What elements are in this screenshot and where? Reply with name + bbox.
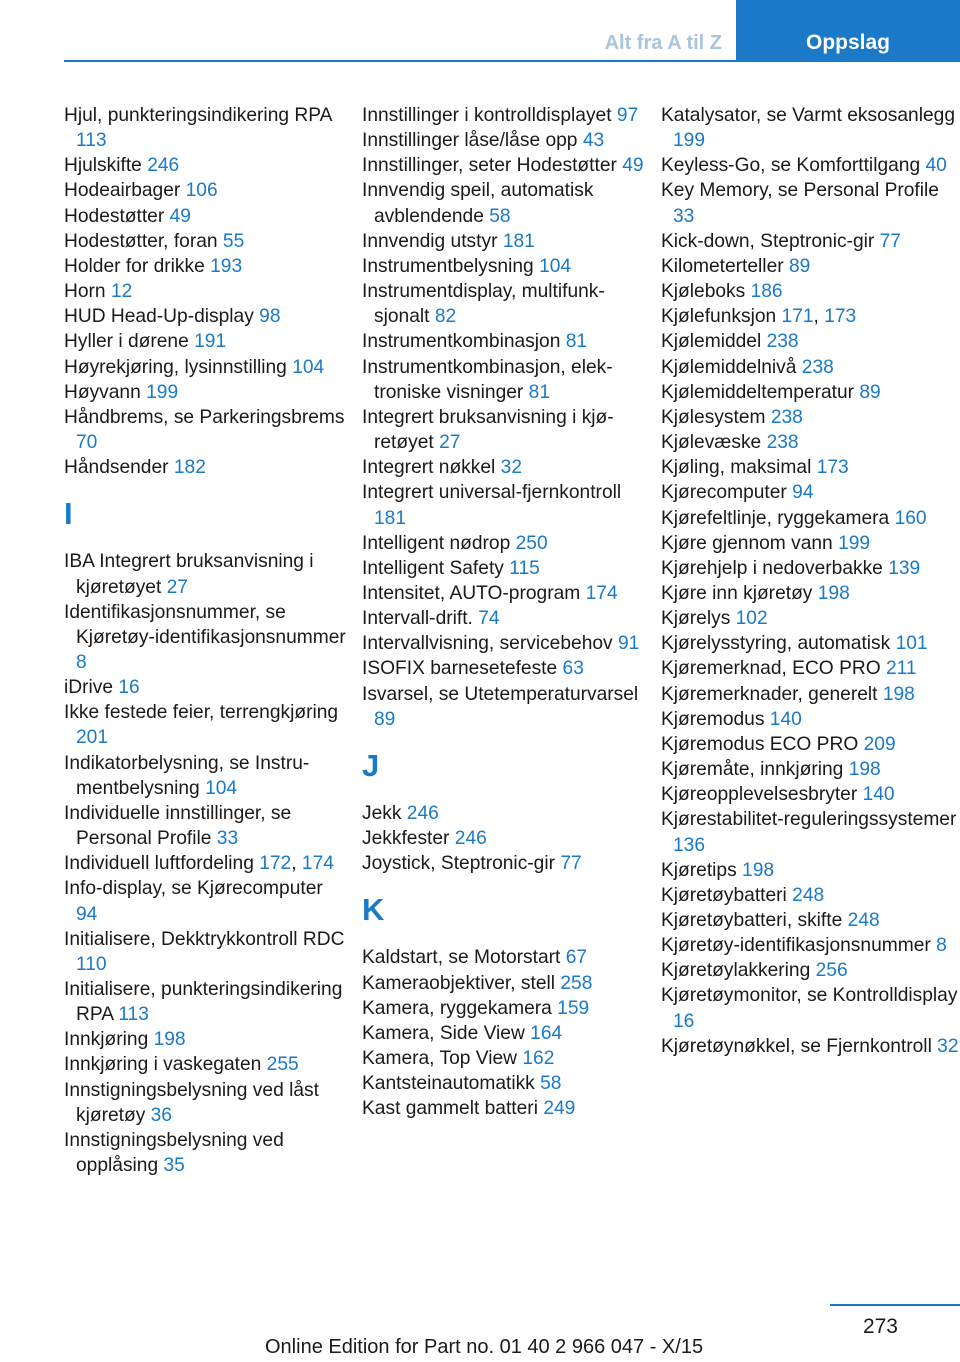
- index-term: Innstigningsbelysning ved opplåsing: [64, 1129, 284, 1177]
- index-term: Individuell luftfordeling: [64, 853, 254, 875]
- index-letter-heading: I: [64, 496, 73, 532]
- page-reference-link[interactable]: 199: [673, 130, 706, 152]
- index-term: Kjøretøybatteri, skifte: [661, 910, 843, 931]
- index-entry: [64, 380, 349, 405]
- index-entry: [661, 983, 959, 1033]
- index-entry: [362, 851, 647, 876]
- index-entry: [661, 1034, 959, 1059]
- page-reference-link[interactable]: 55: [222, 230, 245, 252]
- page-reference-link[interactable]: 159: [557, 997, 590, 1019]
- index-entry: [661, 430, 959, 455]
- index-entry: [64, 876, 349, 926]
- index-entry: [661, 279, 959, 304]
- index-entry: [661, 682, 959, 707]
- index-entry: [64, 229, 349, 254]
- page-reference-link[interactable]: 238: [770, 406, 803, 428]
- index-term: Innvendig utstyr: [362, 230, 498, 252]
- index-entry: [661, 958, 959, 983]
- page-reference-link[interactable]: 248: [847, 910, 880, 931]
- page-reference-link[interactable]: 8: [76, 651, 87, 673]
- index-entry: [362, 631, 647, 656]
- index-term: Håndsender: [64, 457, 169, 479]
- index-letter-heading: J: [362, 747, 380, 783]
- page-reference-link[interactable]: 198: [742, 859, 775, 881]
- index-term: Instrumentdisplay, multifunksjonalt: [362, 281, 605, 328]
- index-entry: [661, 606, 959, 631]
- index-entry: [64, 700, 349, 750]
- index-term: Kamera, Top View: [362, 1048, 518, 1069]
- index-term: Isvarsel, se Utetemperaturvarsel: [362, 683, 639, 705]
- index-entry: [64, 1128, 349, 1178]
- page-reference-link[interactable]: 211: [886, 658, 917, 680]
- page-reference-link[interactable]: 102: [735, 608, 768, 630]
- index-entry: [362, 128, 647, 153]
- page-reference-link[interactable]: 238: [766, 432, 799, 454]
- index-entry: [64, 304, 349, 329]
- page-reference-link[interactable]: 77: [879, 230, 901, 252]
- index-entry: [362, 826, 647, 851]
- index-term: Kjøremerknad, ECO PRO: [661, 658, 881, 680]
- index-entry: [661, 858, 959, 883]
- index-term: Kaldstart, se Motorstart: [362, 947, 561, 969]
- page-reference-link[interactable]: 238: [801, 356, 834, 378]
- index-entry: [661, 531, 959, 556]
- page-reference-link[interactable]: 16: [118, 677, 140, 699]
- index-term: Intelligent nødrop: [362, 532, 511, 554]
- page-reference-link[interactable]: 246: [406, 802, 439, 824]
- index-term: Kjøremerknader, generelt: [661, 683, 878, 705]
- page-reference-link[interactable]: 32: [500, 457, 522, 479]
- index-term: Intervallvisning, servicebehov: [362, 633, 613, 655]
- index-term: Integrert bruksanvisning i kjøretøyet: [362, 406, 614, 454]
- index-entry: [661, 329, 959, 354]
- page-reference-link[interactable]: 97: [616, 105, 639, 126]
- index-entry: [362, 153, 647, 178]
- index-term: Kjøretøymonitor, se Kontrolldisplay: [661, 985, 958, 1007]
- index-term: Kjøretøynøkkel, se Fjernkontroll: [661, 1035, 932, 1057]
- index-entry: [64, 329, 349, 354]
- index-term: Kjøleboks: [661, 281, 746, 303]
- page-reference-link[interactable]: 186: [750, 281, 783, 303]
- index-entry: [362, 329, 647, 354]
- index-term: Kjølemiddeltemperatur: [661, 381, 855, 403]
- index-term: Kjøreopplevelsesbryter: [661, 784, 858, 806]
- index-entry: [64, 801, 349, 851]
- index-term: Kamera, Side View: [362, 1022, 525, 1044]
- index-entry: [362, 971, 647, 996]
- page-reference-link[interactable]: 67: [565, 947, 588, 969]
- index-entry: [362, 581, 647, 606]
- index-term: Kjørecomputer: [661, 482, 787, 504]
- index-term: Høyvann: [64, 381, 141, 403]
- index-entry: [661, 178, 959, 228]
- index-term: Kjølefunksjon: [661, 306, 777, 328]
- page-reference-link[interactable]: 198: [817, 582, 850, 604]
- page-reference-link[interactable]: 27: [166, 576, 188, 598]
- page-reference-link[interactable]: 16: [673, 1010, 695, 1032]
- index-entry: [64, 455, 349, 480]
- index-term: IBA Integrert bruksanvisning i kjøretøyet: [64, 551, 314, 598]
- index-entry: [661, 581, 959, 606]
- index-column-1: [64, 103, 349, 1178]
- index-term: Kjøling, maksimal: [661, 457, 812, 479]
- index-term: Info-display, se Kjørecomputer: [64, 878, 323, 900]
- index-term: Kantsteinautomatikk: [362, 1073, 535, 1095]
- page-reference-link[interactable]: 172: [259, 853, 292, 875]
- index-entry: [64, 1052, 349, 1077]
- index-term: Innkjøring i vaskegaten: [64, 1054, 262, 1076]
- index-entry: [661, 103, 959, 153]
- index-entry: [661, 153, 959, 178]
- page-reference-link[interactable]: 113: [76, 130, 107, 152]
- page-reference-link[interactable]: 104: [539, 255, 572, 277]
- index-entry: [64, 927, 349, 977]
- page-reference-link[interactable]: 32: [937, 1035, 959, 1057]
- index-term: Innkjøring: [64, 1029, 149, 1051]
- index-entry: [661, 707, 959, 732]
- page-reference-link[interactable]: 198: [153, 1029, 186, 1051]
- index-entry: [64, 405, 349, 455]
- index-term: Høyrekjøring, lysinnstilling: [64, 356, 287, 378]
- index-term: Kjølemiddelnivå: [661, 356, 797, 378]
- index-term: Kjørelys: [661, 608, 731, 630]
- page-reference-link[interactable]: 199: [838, 532, 871, 554]
- index-column-3: [661, 103, 959, 1059]
- index-entry: [661, 757, 959, 782]
- index-entry: [64, 103, 349, 153]
- index-term: Hyller i dørene: [64, 331, 189, 353]
- index-term: Kick-down, Steptronic-gir: [661, 230, 875, 252]
- index-term: Innstillinger i kontrolldisplayet: [362, 105, 612, 126]
- index-term: Kjørefeltlinje, ryggekamera: [661, 507, 890, 529]
- index-entry: [362, 405, 647, 455]
- index-entry: [362, 1096, 647, 1121]
- index-entry: [362, 355, 647, 405]
- page-reference-link[interactable]: 182: [173, 457, 206, 479]
- page-reference-link[interactable]: 115: [509, 557, 540, 579]
- chapter-tab: Oppslag: [736, 0, 960, 62]
- index-term: iDrive: [64, 677, 114, 699]
- index-term: Hodestøtter, foran: [64, 230, 218, 252]
- page-reference-link[interactable]: 174: [301, 853, 334, 875]
- page-reference-link[interactable]: 201: [76, 727, 109, 749]
- index-entry: [362, 682, 647, 732]
- index-entry: [661, 656, 959, 681]
- index-term: Ikke festede feier, terrengkjøring: [64, 702, 339, 724]
- page-reference-link[interactable]: 82: [434, 306, 457, 328]
- page-reference-link[interactable]: 171: [781, 306, 814, 328]
- page-reference-link[interactable]: 248: [792, 884, 825, 906]
- page-reference-link[interactable]: 113: [118, 1004, 149, 1026]
- index-entry: [661, 732, 959, 757]
- index-entry: [661, 254, 959, 279]
- index-entry: [661, 229, 959, 254]
- page-reference-link[interactable]: 8: [936, 935, 947, 957]
- page-reference-link[interactable]: 77: [560, 853, 582, 875]
- index-entry: [64, 977, 349, 1027]
- page-reference-link[interactable]: 199: [146, 381, 179, 403]
- page-reference-link[interactable]: 193: [210, 255, 243, 277]
- page-reference-link[interactable]: 58: [489, 205, 511, 227]
- index-term: Kjøretøy-identifikasjonsnummer: [661, 935, 931, 957]
- page-reference-link[interactable]: 249: [543, 1098, 576, 1120]
- index-term: Kameraobjektiver, stell: [362, 972, 556, 994]
- index-entry: [362, 1046, 647, 1071]
- index-entry: [661, 933, 959, 958]
- index-entry: [64, 549, 349, 599]
- page-reference-link[interactable]: 104: [205, 777, 238, 799]
- page-reference-link[interactable]: 255: [266, 1054, 299, 1076]
- index-entry: [64, 751, 349, 801]
- index-entry: Kjølefunksjon 171, 173: [661, 306, 857, 328]
- index-entry: [64, 675, 349, 700]
- page-reference-link[interactable]: 81: [565, 331, 588, 353]
- edition-footer: Online Edition for Part no. 01 40 2 966 047 - X/15: [265, 1336, 704, 1358]
- page-reference-link[interactable]: 256: [815, 960, 848, 982]
- index-term: Kjøretips: [661, 859, 737, 881]
- index-term: Katalysator, se Varmt eksosanlegg: [661, 105, 956, 126]
- page-reference-link[interactable]: 246: [147, 155, 180, 177]
- index-entry: [661, 480, 959, 505]
- index-term: Kjølevæske: [661, 432, 762, 454]
- index-term: Key Memory, se Personal Profile: [661, 180, 939, 202]
- index-entry: [64, 600, 349, 675]
- page-reference-link[interactable]: 162: [522, 1048, 555, 1069]
- index-entry: [362, 455, 647, 480]
- index-entry: [661, 556, 959, 581]
- page-reference-link[interactable]: 12: [110, 281, 133, 303]
- index-entry: [64, 254, 349, 279]
- index-term: Hodeairbager: [64, 180, 181, 202]
- index-term: Intensitet, AUTO-program: [362, 582, 581, 604]
- index-entry: [362, 178, 647, 228]
- index-term: Integrert nøkkel: [362, 457, 496, 479]
- index-term: Kjølesystem: [661, 406, 766, 428]
- index-term: Kjøre gjennom vann: [661, 532, 833, 554]
- page-reference-link[interactable]: 74: [478, 608, 500, 630]
- page-reference-link[interactable]: 89: [788, 255, 811, 277]
- index-entry: [362, 656, 647, 681]
- page-reference-link[interactable]: 89: [374, 708, 396, 730]
- index-term: Jekkfester: [362, 828, 450, 850]
- index-entry: [362, 254, 647, 279]
- index-entry: [362, 606, 647, 631]
- page-reference-link[interactable]: 250: [515, 532, 548, 554]
- index-entry: [64, 1027, 349, 1052]
- header-rule: [64, 60, 960, 62]
- index-entry: [661, 506, 959, 531]
- index-term: Hodestøtter: [64, 205, 165, 227]
- index-entry: [362, 229, 647, 254]
- index-entry: [661, 782, 959, 807]
- page-reference-link[interactable]: 181: [502, 230, 535, 252]
- index-term: Holder for drikke: [64, 255, 205, 277]
- index-term: Kamera, ryggekamera: [362, 997, 552, 1019]
- page-reference-link[interactable]: 101: [895, 633, 928, 655]
- index-entry: [661, 807, 959, 857]
- page-reference-link[interactable]: 27: [439, 432, 461, 454]
- page-reference-link[interactable]: 258: [560, 972, 593, 994]
- index-letter-heading: K: [362, 892, 385, 928]
- index-entry: [64, 178, 349, 203]
- page-reference-link[interactable]: 173: [816, 457, 849, 479]
- index-entry: [661, 883, 959, 908]
- index-term: Kjøremodus ECO PRO: [661, 733, 859, 755]
- index-entry: [362, 556, 647, 581]
- index-entry: [362, 1071, 647, 1096]
- index-entry: [362, 531, 647, 556]
- index-entry: [362, 996, 647, 1021]
- index-term: Kjøremodus: [661, 708, 765, 730]
- index-term: Hjul, punkteringsindikering RPA: [64, 105, 332, 126]
- page-reference-link[interactable]: 106: [185, 180, 218, 202]
- section-label: Alt fra A til Z: [604, 32, 722, 54]
- index-term: Kjørelysstyring, automatisk: [661, 633, 891, 655]
- page-reference-link[interactable]: 49: [169, 205, 191, 227]
- page-reference-link[interactable]: 209: [863, 733, 896, 755]
- page-reference-link[interactable]: 98: [259, 306, 281, 328]
- page-reference-link[interactable]: 174: [585, 582, 618, 604]
- page-header: [0, 0, 960, 62]
- index-term: Instrumentkombinasjon, elektroniske visninger: [362, 356, 613, 403]
- index-term: Innstillinger, seter Hodestøtter: [362, 155, 617, 177]
- index-term: Integrert universal-fjernkontroll: [362, 482, 622, 504]
- page-reference-link[interactable]: 94: [792, 482, 814, 504]
- page-reference-link[interactable]: 104: [292, 356, 325, 378]
- index-term: Instrumentkombinasjon: [362, 331, 561, 353]
- index-term: Kast gammelt batteri: [362, 1098, 538, 1120]
- index-term: Innstigningsbelysning ved låst kjøretøy: [64, 1079, 319, 1126]
- index-entry: [64, 204, 349, 229]
- index-term: Kjøretøylakkering: [661, 960, 811, 982]
- index-entry: [64, 153, 349, 178]
- index-term: Joystick, Steptronic-gir: [362, 853, 555, 875]
- page-reference-link[interactable]: 63: [562, 658, 584, 680]
- page-reference-link[interactable]: 49: [622, 155, 644, 177]
- page-reference-link[interactable]: 91: [617, 633, 640, 655]
- index-term: Kjørehjelp i nedoverbakke: [661, 557, 883, 579]
- index-term: Initialisere, punkteringsindikering RPA: [64, 979, 343, 1026]
- index-entry: [362, 480, 647, 530]
- page-reference-link[interactable]: 198: [848, 759, 881, 781]
- index-term: Kjøremåte, innkjøring: [661, 759, 844, 781]
- index-term: Intervall-drift.: [362, 608, 473, 630]
- index-term: Identifikasjonsnummer, se Kjøretøy-identifikasjonsnummer: [64, 601, 346, 648]
- index-entry: [661, 405, 959, 430]
- index-term: Hjulskifte: [64, 155, 142, 177]
- page-reference-link[interactable]: 43: [582, 130, 605, 152]
- index-entry: [362, 945, 647, 970]
- index-entry: [661, 631, 959, 656]
- index-entry: [661, 355, 959, 380]
- page-reference-link[interactable]: 70: [76, 432, 98, 454]
- index-entry: [661, 455, 959, 480]
- index-term: Instrumentbelysning: [362, 255, 534, 277]
- page-reference-link[interactable]: 94: [76, 903, 98, 925]
- index-term: Keyless-Go, se Komforttilgang: [661, 155, 921, 177]
- index-term: Kjøretøybatteri: [661, 884, 787, 906]
- page-reference-link[interactable]: 140: [862, 784, 895, 806]
- index-term: Kilometerteller: [661, 255, 784, 277]
- index-term: Kjøre inn kjøretøy: [661, 582, 813, 604]
- index-entry: [362, 801, 647, 826]
- index-entry: [661, 908, 959, 933]
- page-reference-link[interactable]: 33: [673, 205, 695, 227]
- page-reference-link[interactable]: 33: [216, 828, 239, 850]
- page-reference-link[interactable]: 246: [454, 828, 487, 850]
- index-entry: [362, 103, 647, 128]
- index-term: Individuelle innstillinger, se Personal Profile: [64, 802, 292, 850]
- index-entry: [64, 279, 349, 304]
- index-term: Horn: [64, 281, 106, 303]
- index-term: HUD Head-Up-display: [64, 306, 254, 328]
- index-entry: Individuell luftfordeling 172, 174: [64, 853, 334, 875]
- page-reference-link[interactable]: 181: [374, 507, 407, 529]
- index-entry: [64, 1078, 349, 1128]
- page-reference-link[interactable]: 40: [925, 155, 947, 177]
- index-term: Initialisere, Dekktrykkontroll RDC: [64, 928, 345, 950]
- page-reference-link[interactable]: 164: [530, 1022, 563, 1044]
- index-entry: [362, 279, 647, 329]
- index-term: Innvendig speil, automatisk avblendende: [362, 180, 594, 227]
- page-number: 273: [862, 1315, 898, 1338]
- index-entry: [64, 355, 349, 380]
- page-reference-link[interactable]: 110: [76, 953, 107, 975]
- index-term: Innstillinger låse/låse opp: [362, 130, 578, 152]
- page-reference-link[interactable]: 35: [163, 1155, 185, 1177]
- index-term: Kjørestabilitet-reguleringssystemer: [661, 809, 957, 831]
- page-reference-link[interactable]: 198: [882, 683, 915, 705]
- page-reference-link[interactable]: 36: [150, 1104, 172, 1126]
- page-reference-link[interactable]: 58: [540, 1073, 562, 1095]
- index-term: ISOFIX barnesetefeste: [362, 658, 558, 680]
- page-reference-link[interactable]: 136: [673, 834, 706, 856]
- index-term: Indikatorbelysning, se Instrumentbelysning: [64, 752, 310, 799]
- index-entry: [661, 380, 959, 405]
- page-reference-link[interactable]: 238: [766, 331, 799, 353]
- page-reference-link[interactable]: 160: [894, 507, 927, 529]
- index-column-2: [362, 103, 647, 1121]
- page-reference-link[interactable]: 81: [528, 381, 550, 403]
- footer-rule: [830, 1304, 960, 1306]
- page-reference-link[interactable]: 139: [888, 557, 921, 579]
- index-term: Kjølemiddel: [661, 331, 762, 353]
- index-entry: [362, 1021, 647, 1046]
- index-term: Jekk: [362, 802, 402, 824]
- index-term: Intelligent Safety: [362, 557, 504, 579]
- page-reference-link[interactable]: 89: [859, 381, 881, 403]
- page-reference-link[interactable]: 191: [194, 331, 227, 353]
- page-reference-link[interactable]: 173: [824, 306, 857, 328]
- index-term: Håndbrems, se Parkeringsbrems: [64, 406, 345, 428]
- page-reference-link[interactable]: 140: [769, 708, 802, 730]
